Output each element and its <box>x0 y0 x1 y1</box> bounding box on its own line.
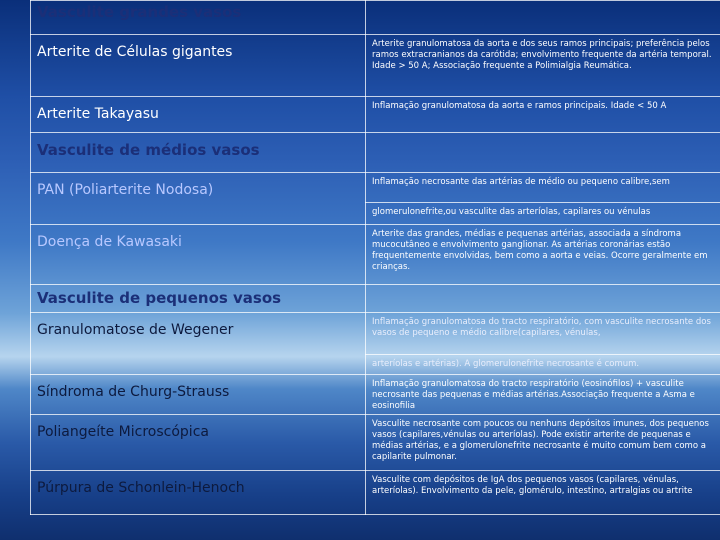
disease-name: Poliangeíte Microscópica <box>31 415 366 471</box>
section-title: Vasculite de médios vasos <box>31 133 366 173</box>
disease-name: Granulomatose de Wegener <box>31 313 366 375</box>
table-row <box>31 313 720 355</box>
disease-description: Inflamação granulomatosa do tracto respiratório (eosinófilos) + vasculite necrosante das pequenas e médias artérias.Associação frequente a Asma e eosinofilia <box>366 375 720 415</box>
table-row <box>31 225 720 285</box>
table-row <box>31 97 720 133</box>
table-row <box>31 375 720 415</box>
disease-description-continuation: arteríolas e artérias). A glomerulonefrite necrosante é comum. <box>366 355 720 375</box>
section-empty-cell <box>366 1 720 35</box>
disease-name: Púrpura de Schonlein-Henoch <box>31 471 366 515</box>
disease-description: Inflamação necrosante das artérias de médio ou pequeno calibre,sem <box>366 173 720 203</box>
disease-description: Vasculite com depósitos de IgA dos pequenos vasos (capilares, vénulas, arteríolas). Envolvimento da pele, glomérulo, intestino, artralgias ou artrite <box>366 471 720 515</box>
section-empty-cell <box>366 133 720 173</box>
disease-name: PAN (Poliarterite Nodosa) <box>31 173 366 225</box>
section-title: Vasculite grandes vasos <box>31 1 366 35</box>
table-row <box>31 173 720 203</box>
table-row <box>31 415 720 471</box>
disease-description: Inflamação granulomatosa da aorta e ramos principais. Idade < 50 A <box>366 97 720 133</box>
table-row <box>31 471 720 515</box>
section-header-row <box>31 285 720 313</box>
table-row <box>31 35 720 97</box>
section-header-row <box>31 133 720 173</box>
disease-description: Inflamação granulomatosa do tracto respiratório, com vasculite necrosante dos vasos de pequeno e médio calibre(capilares, vénulas, <box>366 313 720 355</box>
disease-name: Arterite de Células gigantes <box>31 35 366 97</box>
disease-name: Doença de Kawasaki <box>31 225 366 285</box>
disease-description: Arterite das grandes, médias e pequenas artérias, associada a síndroma mucocutâneo e envolvimento ganglionar. As artérias coronárias estão frequentemente envolvidas, bem como a aorta e veias. Ocorre geralmente em crianças. <box>366 225 720 285</box>
disease-description: Vasculite necrosante com poucos ou nenhuns depósitos imunes, dos pequenos vasos (capilares,vénulas ou arteríolas). Pode existir arterite de pequenas e médias artérias, e a glomerulonefrite necrosante é muito comum bem como a capilarite pulmonar. <box>366 415 720 471</box>
vasculitis-classification-table <box>30 0 720 515</box>
classification-table-container <box>30 0 720 540</box>
section-title: Vasculite de pequenos vasos <box>31 285 366 313</box>
section-header-row <box>31 1 720 35</box>
disease-name: Arterite Takayasu <box>31 97 366 133</box>
disease-name: Síndroma de Churg-Strauss <box>31 375 366 415</box>
disease-description: Arterite granulomatosa da aorta e dos seus ramos principais; preferência pelos ramos extracranianos da carótida; envolvimento frequente da artéria temporal. Idade > 50 A; Associação frequente a Polimialgia Reumática. <box>366 35 720 97</box>
section-empty-cell <box>366 285 720 313</box>
disease-description-continuation: glomerulonefrite,ou vasculite das arteríolas, capilares ou vénulas <box>366 203 720 225</box>
